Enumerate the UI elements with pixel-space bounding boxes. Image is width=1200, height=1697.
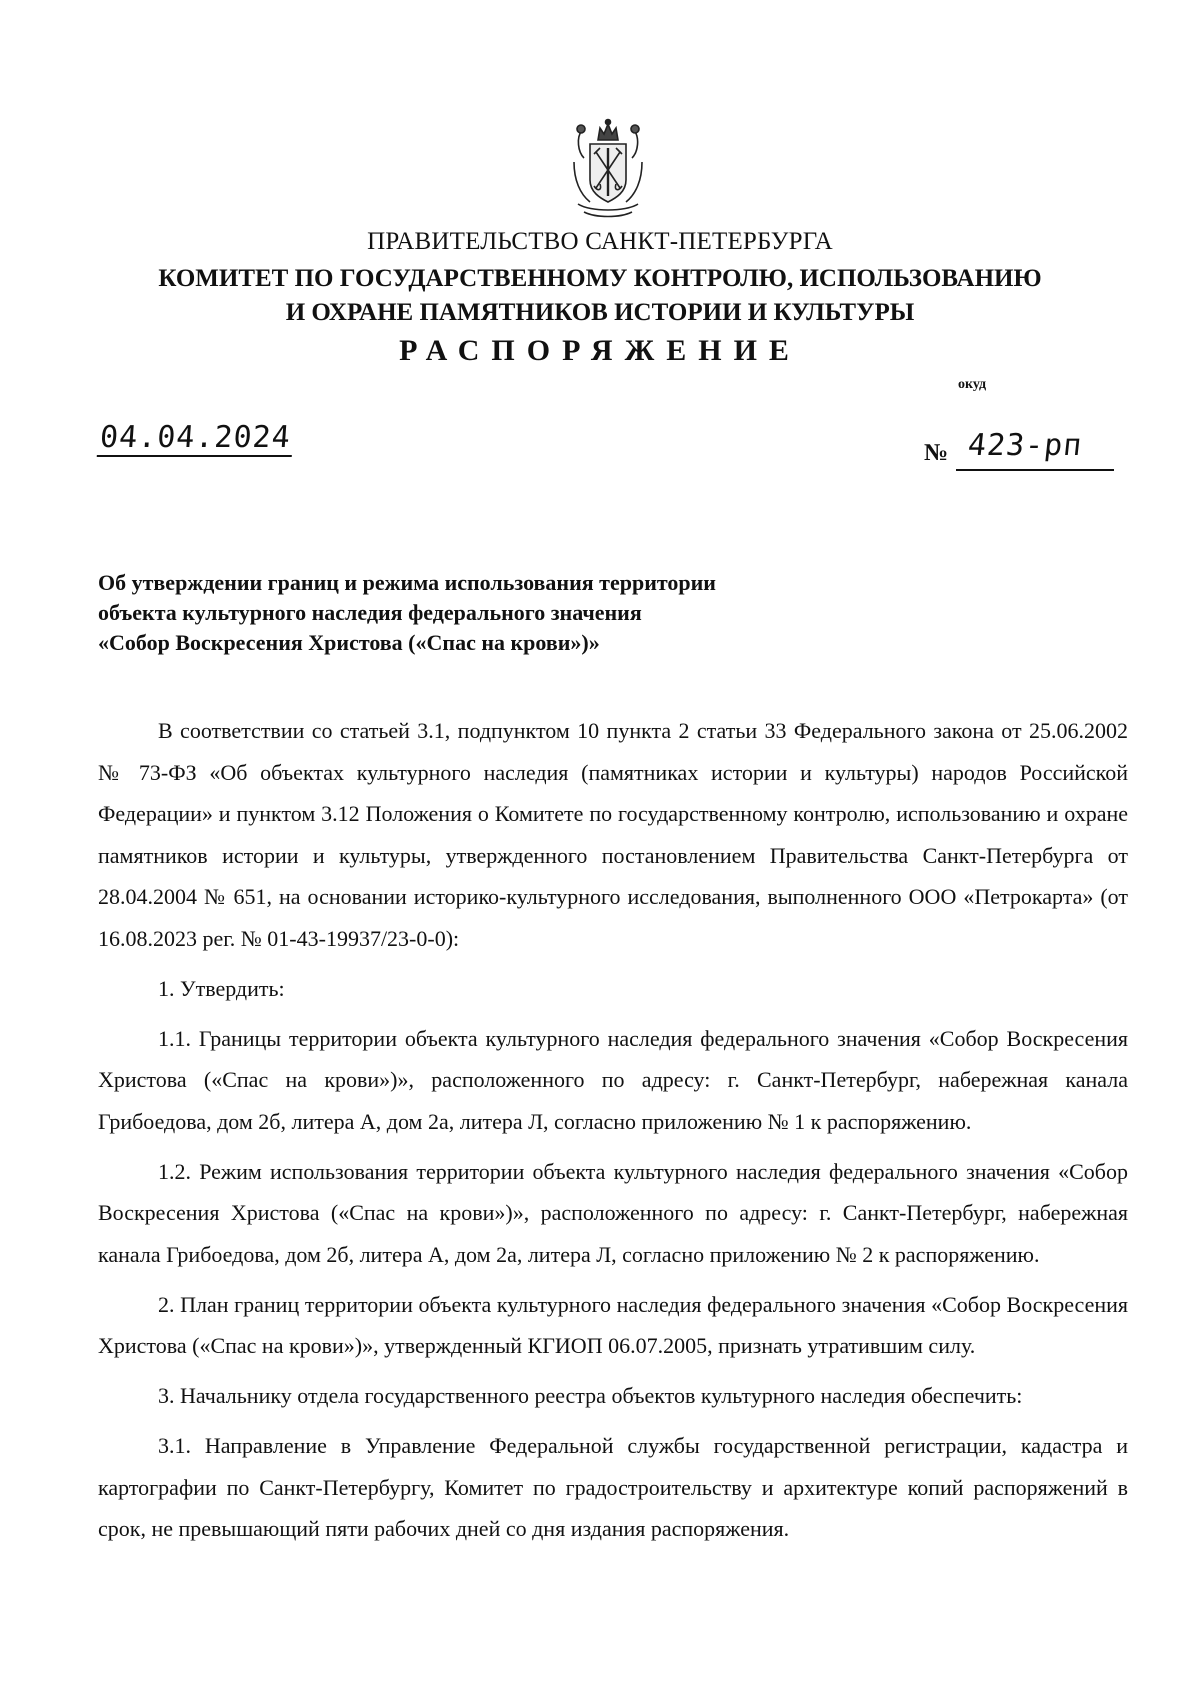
committee-title-line-1: КОМИТЕТ ПО ГОСУДАРСТВЕННОМУ КОНТРОЛЮ, ИСПОЛЬЗОВАНИЮ <box>158 265 1042 292</box>
paragraph-1-2: 1.2. Режим использования территории объекта культурного наследия федерального значения «Собор Воскресения Христова («Спас на крови»)», расположенного по адресу: г. Санкт-Петербург, набережная канала Грибоедова, дом 2б, литера А, дом 2а, литера Л, согласно приложению № 2 к распоряжению. <box>98 1158 1128 1267</box>
number-sign: № <box>924 440 949 466</box>
okud-label: окуд <box>958 377 987 392</box>
paragraph-3-1: 3.1. Направление в Управление Федеральной службы государственной регистрации, кадастра и картографии по Санкт-Петербургу, Комитет по градостроительству и архитектуре копий распоряжений в срок, не превышающий пяти рабочих дней со дня издания распоряжения. <box>98 1433 1128 1541</box>
document-number-block <box>924 428 1114 476</box>
committee-title-line-2: И ОХРАНЕ ПАМЯТНИКОВ ИСТОРИИ И КУЛЬТУРЫ <box>285 299 915 326</box>
document-body <box>98 710 1128 1550</box>
subject-line-2: объекта культурного наследия федерального значения <box>98 600 642 625</box>
subject-line-3: «Собор Воскресения Христова («Спас на крови»)» <box>98 630 600 655</box>
paragraph-1-1: 1.1. Границы территории объекта культурного наследия федерального значения «Собор Воскресения Христова («Спас на крови»)», расположенного по адресу: г. Санкт-Петербург, набережная канала Грибоедова, дом 2б, литера А, дом 2а, литера Л, согласно приложению № 1 к распоряжению. <box>98 1025 1128 1134</box>
government-title: ПРАВИТЕЛЬСТВО САНКТ-ПЕТЕРБУРГА <box>367 228 833 255</box>
paragraph-3: 3. Начальнику отдела государственного реестра объектов культурного наследия обеспечить: <box>158 1383 1023 1408</box>
number-underline <box>956 469 1114 471</box>
st-petersburg-coat-of-arms-icon <box>570 118 646 222</box>
document-subject <box>98 568 898 658</box>
paragraph-1: 1. Утвердить: <box>158 975 285 1001</box>
document-type-title: РАСПОРЯЖЕНИЕ <box>399 334 801 367</box>
subject-line-1: Об утверждении границ и режима использования территории <box>98 570 716 595</box>
committee-title <box>0 262 1200 330</box>
paragraph-preamble: В соответствии со статьей 3.1, подпунктом 10 пункта 2 статьи 33 Федерального закона от 25.06.2002 № 73-ФЗ «Об объектах культурного наследия (памятниках истории и культуры) народов Российской Федерации» и пунктом 3.12 Положения о Комитете по государственному контролю, использованию и охране памятников истории и культуры, утвержденного постановлением Правительства Санкт-Петербурга от 28.04.2004 № 651, на основании историко-культурного исследования, выполненного ООО «Петрокарта» (от 16.08.2023 рег. № 01-43-19937/23-0-0): <box>98 718 1128 951</box>
document-date: 04.04.2024 <box>97 420 294 457</box>
paragraph-2: 2. План границ территории объекта культурного наследия федерального значения «Собор Воскресения Христова («Спас на крови»)», утвержденный КГИОП 06.07.2005, признать утратившим силу. <box>98 1291 1128 1358</box>
document-number: 423-рп <box>966 428 1085 463</box>
